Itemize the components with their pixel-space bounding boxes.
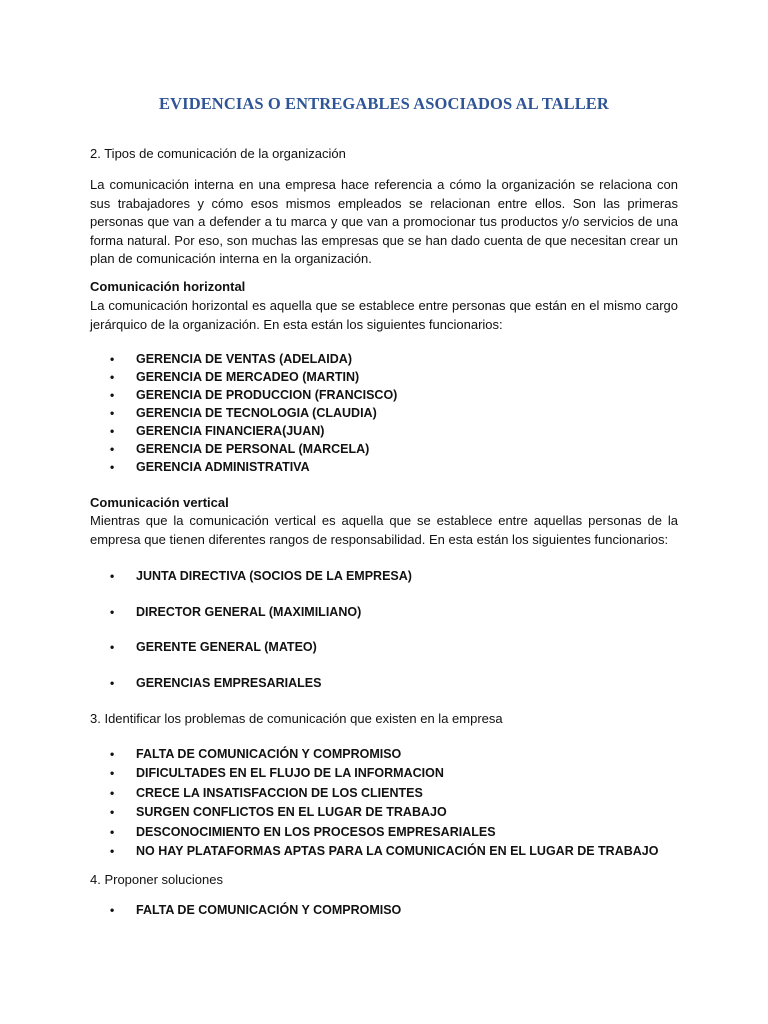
bullet-icon: • [110,352,115,366]
list-item: • SURGEN CONFLICTOS EN EL LUGAR DE TRABAJO [110,805,447,820]
bullet-icon: • [110,805,115,820]
section-3-heading: 3. Identificar los problemas de comunicación que existen en la empresa [90,711,503,726]
bullet-icon: • [110,406,115,420]
bullet-icon: • [110,747,115,761]
bullet-icon: • [110,843,115,858]
list-item: • FALTA DE COMUNICACIÓN Y COMPROMISO [110,747,402,761]
list-item: • GERENCIA DE VENTAS (ADELAIDA) [110,352,352,366]
list-item: • DIRECTOR GENERAL (MAXIMILIANO) [110,604,362,619]
list-item: • DESCONOCIMIENTO EN LOS PROCESOS EMPRESARIALES [110,824,496,839]
proposed-solutions-list [90,901,678,919]
horizontal-communication-paragraph: La comunicación horizontal es aquella que se establece entre personas que están en el mismo cargo jerárquico de la organización. En esta están los siguientes funcionarios: [90,298,678,332]
section-4-heading: 4. Proponer soluciones [90,872,223,887]
bullet-icon: • [110,424,115,438]
horizontal-communication-heading: Comunicación horizontal [90,279,246,294]
list-item: • GERENCIA ADMINISTRATIVA [110,460,310,474]
vertical-roles-list [90,567,678,709]
communication-problems-list [90,745,678,860]
list-item: • GERENTE GENERAL (MATEO) [110,640,317,654]
document-title: EVIDENCIAS O ENTREGABLES ASOCIADOS AL TALLER [159,94,609,113]
bullet-icon: • [110,903,115,917]
bullet-icon: • [110,640,115,654]
bullet-icon: • [110,388,115,402]
list-item: • CRECE LA INSATISFACCION DE LOS CLIENTES [110,785,423,800]
bullet-icon: • [110,766,115,781]
bullet-icon: • [110,442,115,456]
list-item: • NO HAY PLATAFORMAS APTAS PARA LA COMUNICACIÓN EN EL LUGAR DE TRABAJO [110,843,659,858]
list-item: • JUNTA DIRECTIVA (SOCIOS DE LA EMPRESA) [110,569,412,583]
horizontal-roles-list [90,350,678,476]
list-item: • DIFICULTADES EN EL FLUJO DE LA INFORMACION [110,766,444,781]
list-item: • GERENCIA FINANCIERA(JUAN) [110,424,325,438]
bullet-icon: • [110,569,115,583]
list-item: • GERENCIA DE PRODUCCION (FRANCISCO) [110,388,398,402]
bullet-icon: • [110,460,115,474]
list-item: • GERENCIA DE MERCADEO (MARTIN) [110,370,360,384]
bullet-icon: • [110,370,115,384]
list-item: • FALTA DE COMUNICACIÓN Y COMPROMISO [110,903,402,917]
bullet-icon: • [110,824,115,839]
list-item: • GERENCIA DE TECNOLOGIA (CLAUDIA) [110,406,377,420]
vertical-communication-paragraph: Mientras que la comunicación vertical es aquella que se establece entre aquellas personas de la empresa que tienen diferentes rangos de responsabilidad. En esta están los siguientes funcionarios: [90,513,678,547]
section-2-intro-paragraph: La comunicación interna en una empresa hace referencia a cómo la organización se relaciona con sus trabajadores y cómo esos mismos empleados se relacionan entre ellos. Son las primeras personas que van a defender a tu marca y que van a promocionar tus productos y/o servicios de una forma natural. Por eso, son muchas las empresas que se han dado cuenta de que necesitan crear un plan de comunicación interna en la organización. [90,177,678,267]
list-item: • GERENCIA DE PERSONAL (MARCELA) [110,442,370,456]
list-item: • GERENCIAS EMPRESARIALES [110,675,322,690]
vertical-communication-heading: Comunicación vertical [90,495,229,510]
bullet-icon: • [110,675,115,690]
bullet-icon: • [110,785,115,800]
section-2-heading: 2. Tipos de comunicación de la organización [90,146,346,161]
bullet-icon: • [110,604,115,619]
